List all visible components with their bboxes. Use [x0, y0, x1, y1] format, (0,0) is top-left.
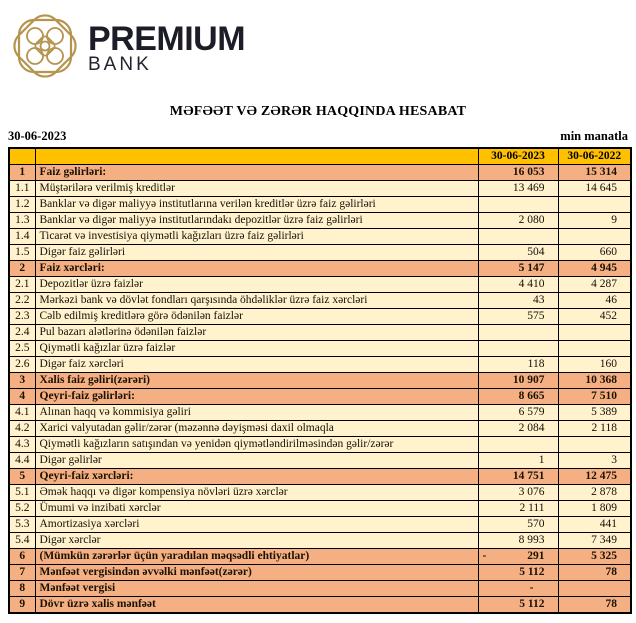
row-number: 5 [9, 469, 35, 485]
report-meta [8, 129, 628, 144]
row-number: 3 [9, 373, 35, 389]
table-row [9, 565, 631, 581]
row-label: Digər faiz xərcləri [35, 357, 478, 373]
row-number: 6 [9, 549, 35, 565]
bank-logo [12, 13, 245, 79]
value-2023 [478, 341, 558, 357]
row-number: 5.1 [9, 485, 35, 501]
table-row [9, 261, 631, 277]
row-number: 5.2 [9, 501, 35, 517]
table-row [9, 597, 631, 614]
value-2022: 2 118 [558, 421, 631, 437]
value-2022: 3 [558, 453, 631, 469]
value-2022: 4 945 [558, 261, 631, 277]
value-2022: 78 [558, 565, 631, 581]
row-number: 2 [9, 261, 35, 277]
table-body [9, 165, 631, 614]
table-row [9, 213, 631, 229]
value-2022: 78 [558, 597, 631, 614]
row-label: Amortizasiya xərcləri [35, 517, 478, 533]
value-2022 [558, 437, 631, 453]
value-2023: 1 [478, 453, 558, 469]
row-label: Ticarət və investisiya qiymətli kağızları üzrə faiz gəlirləri [35, 229, 478, 245]
table-row [9, 405, 631, 421]
table-row [9, 165, 631, 181]
value-2022: 441 [558, 517, 631, 533]
row-number: 1 [9, 165, 35, 181]
row-number: 1.2 [9, 197, 35, 213]
row-label: Qiymətli kağızların satışından və yenidən qiymətləndirilməsindən gəlir/zərər [35, 437, 478, 453]
row-number: 2.4 [9, 325, 35, 341]
value-2023: 8 665 [478, 389, 558, 405]
table-row [9, 469, 631, 485]
table-row [9, 293, 631, 309]
row-label: Digər gəlirlər [35, 453, 478, 469]
value-2023: 8 993 [478, 533, 558, 549]
value-2022: 4 287 [558, 277, 631, 293]
value-2022 [558, 341, 631, 357]
value-2023: 504 [478, 245, 558, 261]
row-label: Banklar və digər maliyyə institutlarındakı depozitlər üzrə faiz gəlirləri [35, 213, 478, 229]
row-number: 7 [9, 565, 35, 581]
row-label: Müştərilərə verilmiş kreditlər [35, 181, 478, 197]
header-cell-2023: 30-06-2023 [478, 148, 558, 165]
value-2023: 13 469 [478, 181, 558, 197]
value-2023: 10 907 [478, 373, 558, 389]
row-number: 1.3 [9, 213, 35, 229]
value-2022: 7 510 [558, 389, 631, 405]
value-2023: 5 112 [478, 597, 558, 614]
row-label: Qeyri-faiz xərcləri: [35, 469, 478, 485]
table-row [9, 549, 631, 565]
row-label: Pul bazarı alətlərinə ödənilən faizlər [35, 325, 478, 341]
value-2022: 5 389 [558, 405, 631, 421]
table-row [9, 229, 631, 245]
value-2023 [478, 229, 558, 245]
value-2022: 15 314 [558, 165, 631, 181]
value-2023: 5 112 [478, 565, 558, 581]
value-2022 [558, 325, 631, 341]
brand-subname: BANK [88, 54, 152, 75]
value-2022: 10 368 [558, 373, 631, 389]
value-2022: 660 [558, 245, 631, 261]
row-number: 9 [9, 597, 35, 614]
value-2023: 2 084 [478, 421, 558, 437]
value-2022: 9 [558, 213, 631, 229]
value-2022 [558, 229, 631, 245]
value-2023: 14 751 [478, 469, 558, 485]
brand-name: PREMIUM [88, 20, 246, 58]
value-2023: 2 080 [478, 213, 558, 229]
value-2022: 2 878 [558, 485, 631, 501]
table-row [9, 389, 631, 405]
table-row [9, 581, 631, 597]
row-label: Digər faiz gəlirləri [35, 245, 478, 261]
table-row [9, 453, 631, 469]
value-2023: 4 410 [478, 277, 558, 293]
row-label: Mərkəzi bank və dövlət fondları qarşısında öhdəliklər üzrə faiz xərcləri [35, 293, 478, 309]
value-2022 [558, 581, 631, 597]
row-label: Xarici valyutadan gəlir/zərər (məzənnə dəyişməsi daxil olmaqla [35, 421, 478, 437]
row-label: (Mümkün zərərlər üçün yaradılan məqsədli ehtiyatlar) [35, 549, 478, 565]
value-2022 [558, 197, 631, 213]
unit-label: min manatla [560, 129, 628, 143]
table-row [9, 501, 631, 517]
row-label: Cəlb edilmiş kreditlərə görə ödənilən faizlər [35, 309, 478, 325]
row-number: 2.5 [9, 341, 35, 357]
table-row [9, 485, 631, 501]
value-2023 [478, 325, 558, 341]
value-2023: 118 [478, 357, 558, 373]
table-row [9, 245, 631, 261]
row-number: 4.4 [9, 453, 35, 469]
value-2022: 46 [558, 293, 631, 309]
value-2022: 12 475 [558, 469, 631, 485]
row-number: 2.3 [9, 309, 35, 325]
value-2023: 16 053 [478, 165, 558, 181]
table-row [9, 181, 631, 197]
negative-sign: - [482, 550, 487, 562]
row-label: Mənfəət vergisindən əvvəlki mənfəət(zərər) [35, 565, 478, 581]
value-2023: 570 [478, 517, 558, 533]
value-2023: - 291 [478, 549, 558, 565]
row-label: Dövr üzrə xalis mənfəət [35, 597, 478, 614]
brand-text [88, 13, 245, 75]
header-cell-empty-num [9, 148, 35, 165]
row-label: Faiz gəlirləri: [35, 165, 478, 181]
report-title: MƏFƏƏT VƏ ZƏRƏR HAQQINDA HESABAT [169, 104, 467, 119]
header-cell-empty-desc [35, 148, 478, 165]
value-2022: 5 325 [558, 549, 631, 565]
table-row [9, 357, 631, 373]
report-date: 30-06-2023 [8, 129, 67, 143]
value-2023: 575 [478, 309, 558, 325]
header-cell-2022: 30-06-2022 [558, 148, 631, 165]
value-2023: 43 [478, 293, 558, 309]
table-row [9, 437, 631, 453]
row-number: 1.1 [9, 181, 35, 197]
row-number: 2.2 [9, 293, 35, 309]
table-row [9, 277, 631, 293]
table-row [9, 373, 631, 389]
value-2022: 14 645 [558, 181, 631, 197]
row-label: Xalis faiz gəliri(zərəri) [35, 373, 478, 389]
row-number: 8 [9, 581, 35, 597]
row-label: Qeyri-faiz gəlirləri: [35, 389, 478, 405]
table-row [9, 341, 631, 357]
row-label: Ümumi və inzibati xərclər [35, 501, 478, 517]
row-label: Qiymətli kağızlar üzrə faizlər [35, 341, 478, 357]
row-label: Digər xərclər [35, 533, 478, 549]
table-row [9, 309, 631, 325]
row-number: 1.5 [9, 245, 35, 261]
row-number: 1.4 [9, 229, 35, 245]
value-2023: - [478, 581, 558, 597]
row-label: Mənfəət vergisi [35, 581, 478, 597]
value-2022: 7 349 [558, 533, 631, 549]
row-number: 2.1 [9, 277, 35, 293]
row-number: 4 [9, 389, 35, 405]
value-2023 [478, 197, 558, 213]
value-2023 [478, 437, 558, 453]
table-header-row [9, 148, 631, 165]
row-number: 2.6 [9, 357, 35, 373]
table-row [9, 517, 631, 533]
row-number: 5.4 [9, 533, 35, 549]
table-row [9, 421, 631, 437]
row-label: Faiz xərcləri: [35, 261, 478, 277]
row-label: Alınan haqq və kommisiya gəliri [35, 405, 478, 421]
logo-ornament-icon [12, 13, 78, 79]
value-2023: 3 076 [478, 485, 558, 501]
row-label: Banklar və digər maliyyə institutlarına verilən kreditlər üzrə faiz gəlirləri [35, 197, 478, 213]
row-number: 5.3 [9, 517, 35, 533]
profit-loss-table [8, 147, 632, 614]
value-2023: 6 579 [478, 405, 558, 421]
value-2023: 5 147 [478, 261, 558, 277]
value-2023: 2 111 [478, 501, 558, 517]
table-row [9, 325, 631, 341]
table-row [9, 533, 631, 549]
value-2022: 452 [558, 309, 631, 325]
row-number: 4.2 [9, 421, 35, 437]
row-number: 4.1 [9, 405, 35, 421]
row-label: Depozitlər üzrə faizlər [35, 277, 478, 293]
row-number: 4.3 [9, 437, 35, 453]
table-row [9, 197, 631, 213]
value-2022: 160 [558, 357, 631, 373]
row-label: Əmək haqqı və digər kompensiya növləri üzrə xərclər [35, 485, 478, 501]
value-2022: 1 809 [558, 501, 631, 517]
